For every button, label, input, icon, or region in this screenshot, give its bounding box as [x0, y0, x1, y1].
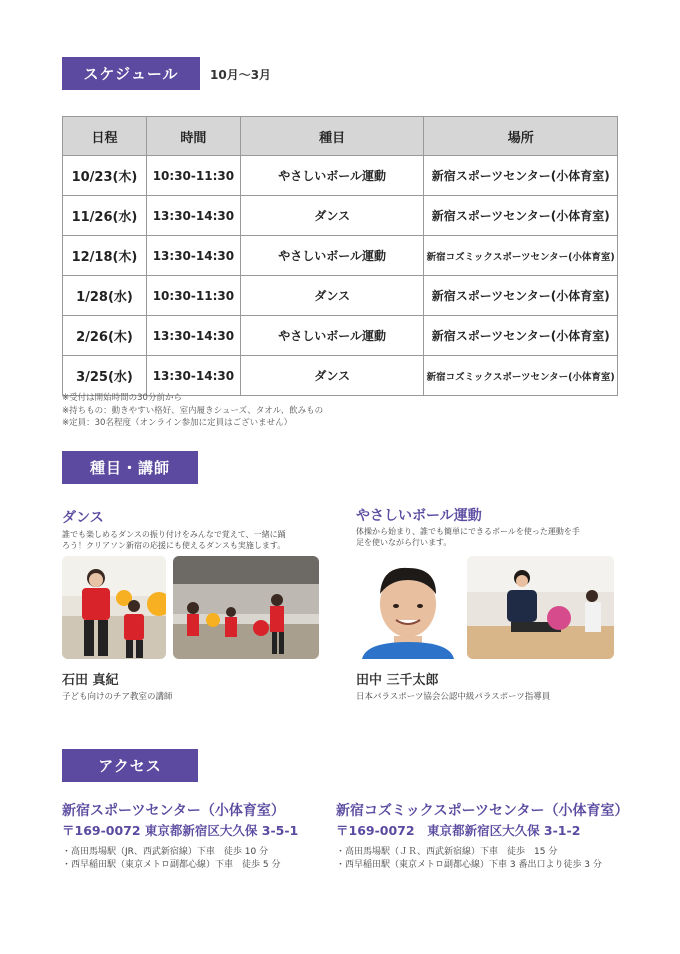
row-event: ダンス — [240, 196, 424, 236]
venue-1-name: 新宿スポーツセンター（小体育室） — [62, 803, 285, 819]
row-date: 3/25(水) — [63, 356, 147, 396]
venue-1-address: 〒169-0072 東京都新宿区大久保 3-5-1 — [62, 823, 299, 838]
row-date: 10/23(木) — [63, 156, 147, 196]
items-section-label: 種目・講師 — [62, 451, 198, 484]
table-row — [63, 196, 618, 236]
ball-photo-2 — [467, 556, 614, 659]
row-date: 1/28(水) — [63, 276, 147, 316]
note-reception: ※受付は開始時間の30分前から — [62, 393, 182, 403]
table-row — [63, 316, 618, 356]
venue-2-name: 新宿コズミックスポーツセンター（小体育室） — [336, 803, 629, 819]
row-event: ダンス — [240, 356, 424, 396]
ball-instructor-name: 田中 三千太郎 — [356, 673, 439, 688]
venue-1-route-1: ・高田馬場駅（JR、西武新宿線）下車 徒歩 10 分 — [62, 847, 269, 857]
venue-2-route-1: ・高田馬場駅（ＪＲ、西武新宿線）下車 徒歩 15 分 — [336, 847, 558, 857]
header-event: 種目 — [240, 117, 424, 156]
row-time: 13:30-14:30 — [146, 236, 240, 276]
dance-photo-1 — [62, 556, 166, 659]
row-place: 新宿スポーツセンター(小体育室) — [424, 316, 618, 356]
row-place: 新宿コズミックスポーツセンター(小体育室) — [424, 356, 618, 396]
row-time: 13:30-14:30 — [146, 196, 240, 236]
row-event: やさしいボール運動 — [240, 236, 424, 276]
row-place: 新宿スポーツセンター(小体育室) — [424, 196, 618, 236]
venue-2-route-2: ・西早稲田駅（東京メトロ副都心線）下車 3 番出口より徒歩 3 分 — [336, 860, 602, 870]
note-capacity: ※定員：30名程度（オンライン参加に定員はございません） — [62, 418, 293, 428]
ball-desc-line: 足を使いながら行います。 — [356, 538, 452, 547]
header-place: 場所 — [424, 117, 618, 156]
row-time: 10:30-11:30 — [146, 156, 240, 196]
access-section-label: アクセス — [62, 749, 198, 782]
schedule-header-row — [63, 117, 618, 156]
ball-description — [356, 526, 580, 548]
row-date: 12/18(木) — [63, 236, 147, 276]
row-event: やさしいボール運動 — [240, 156, 424, 196]
ball-instructor-role: 日本パラスポーツ協会公認中級パラスポーツ指導員 — [356, 692, 551, 702]
schedule-period: 10月〜3月 — [210, 68, 272, 82]
table-row — [63, 276, 618, 316]
row-time: 13:30-14:30 — [146, 316, 240, 356]
dance-title: ダンス — [62, 510, 104, 526]
dance-description — [62, 529, 286, 551]
row-event: ダンス — [240, 276, 424, 316]
dance-photo-1-image — [62, 556, 166, 659]
row-place: 新宿コズミックスポーツセンター(小体育室) — [424, 236, 618, 276]
row-place: 新宿スポーツセンター(小体育室) — [424, 156, 618, 196]
venue-1-route-2: ・西早稲田駅（東京メトロ副都心線）下車 徒歩 5 分 — [62, 860, 281, 870]
venue-1-directions — [62, 846, 280, 872]
dance-desc-line: 誰でも楽しめるダンスの振り付けをみんなで覚えて、一緒に踊 — [62, 530, 286, 539]
ball-title: やさしいボール運動 — [356, 508, 482, 524]
row-time: 13:30-14:30 — [146, 356, 240, 396]
ball-photo-1-image — [356, 556, 460, 659]
row-date: 2/26(木) — [63, 316, 147, 356]
table-row — [63, 356, 618, 396]
schedule-section-label: スケジュール — [62, 57, 200, 90]
ball-desc-line: 体操から始まり、誰でも簡単にできるボールを使った運動を手 — [356, 527, 580, 536]
schedule-notes — [62, 392, 323, 430]
dance-instructor-role: 子ども向けのチア教室の講師 — [62, 692, 173, 702]
dance-desc-line: ろう！クリアソン新宿の応援にも使えるダンスも実施します。 — [62, 541, 286, 550]
header-time: 時間 — [146, 117, 240, 156]
venue-2-directions — [336, 846, 602, 872]
row-event: やさしいボール運動 — [240, 316, 424, 356]
ball-photo-1 — [356, 556, 460, 659]
schedule-table — [62, 116, 618, 396]
note-belongings: ※持ちもの：動きやすい格好、室内履きシューズ、タオル、飲みもの — [62, 405, 324, 416]
row-place: 新宿スポーツセンター(小体育室) — [424, 276, 618, 316]
ball-photo-2-image — [467, 556, 614, 659]
table-row — [63, 156, 618, 196]
table-row — [63, 236, 618, 276]
dance-photo-2-image — [173, 556, 319, 659]
dance-instructor-name: 石田 真紀 — [62, 673, 119, 688]
header-date: 日程 — [63, 117, 147, 156]
venue-2-address: 〒169-0072 東京都新宿区大久保 3-1-2 — [336, 823, 581, 838]
row-date: 11/26(水) — [63, 196, 147, 236]
dance-photo-2 — [173, 556, 319, 659]
row-time: 10:30-11:30 — [146, 276, 240, 316]
